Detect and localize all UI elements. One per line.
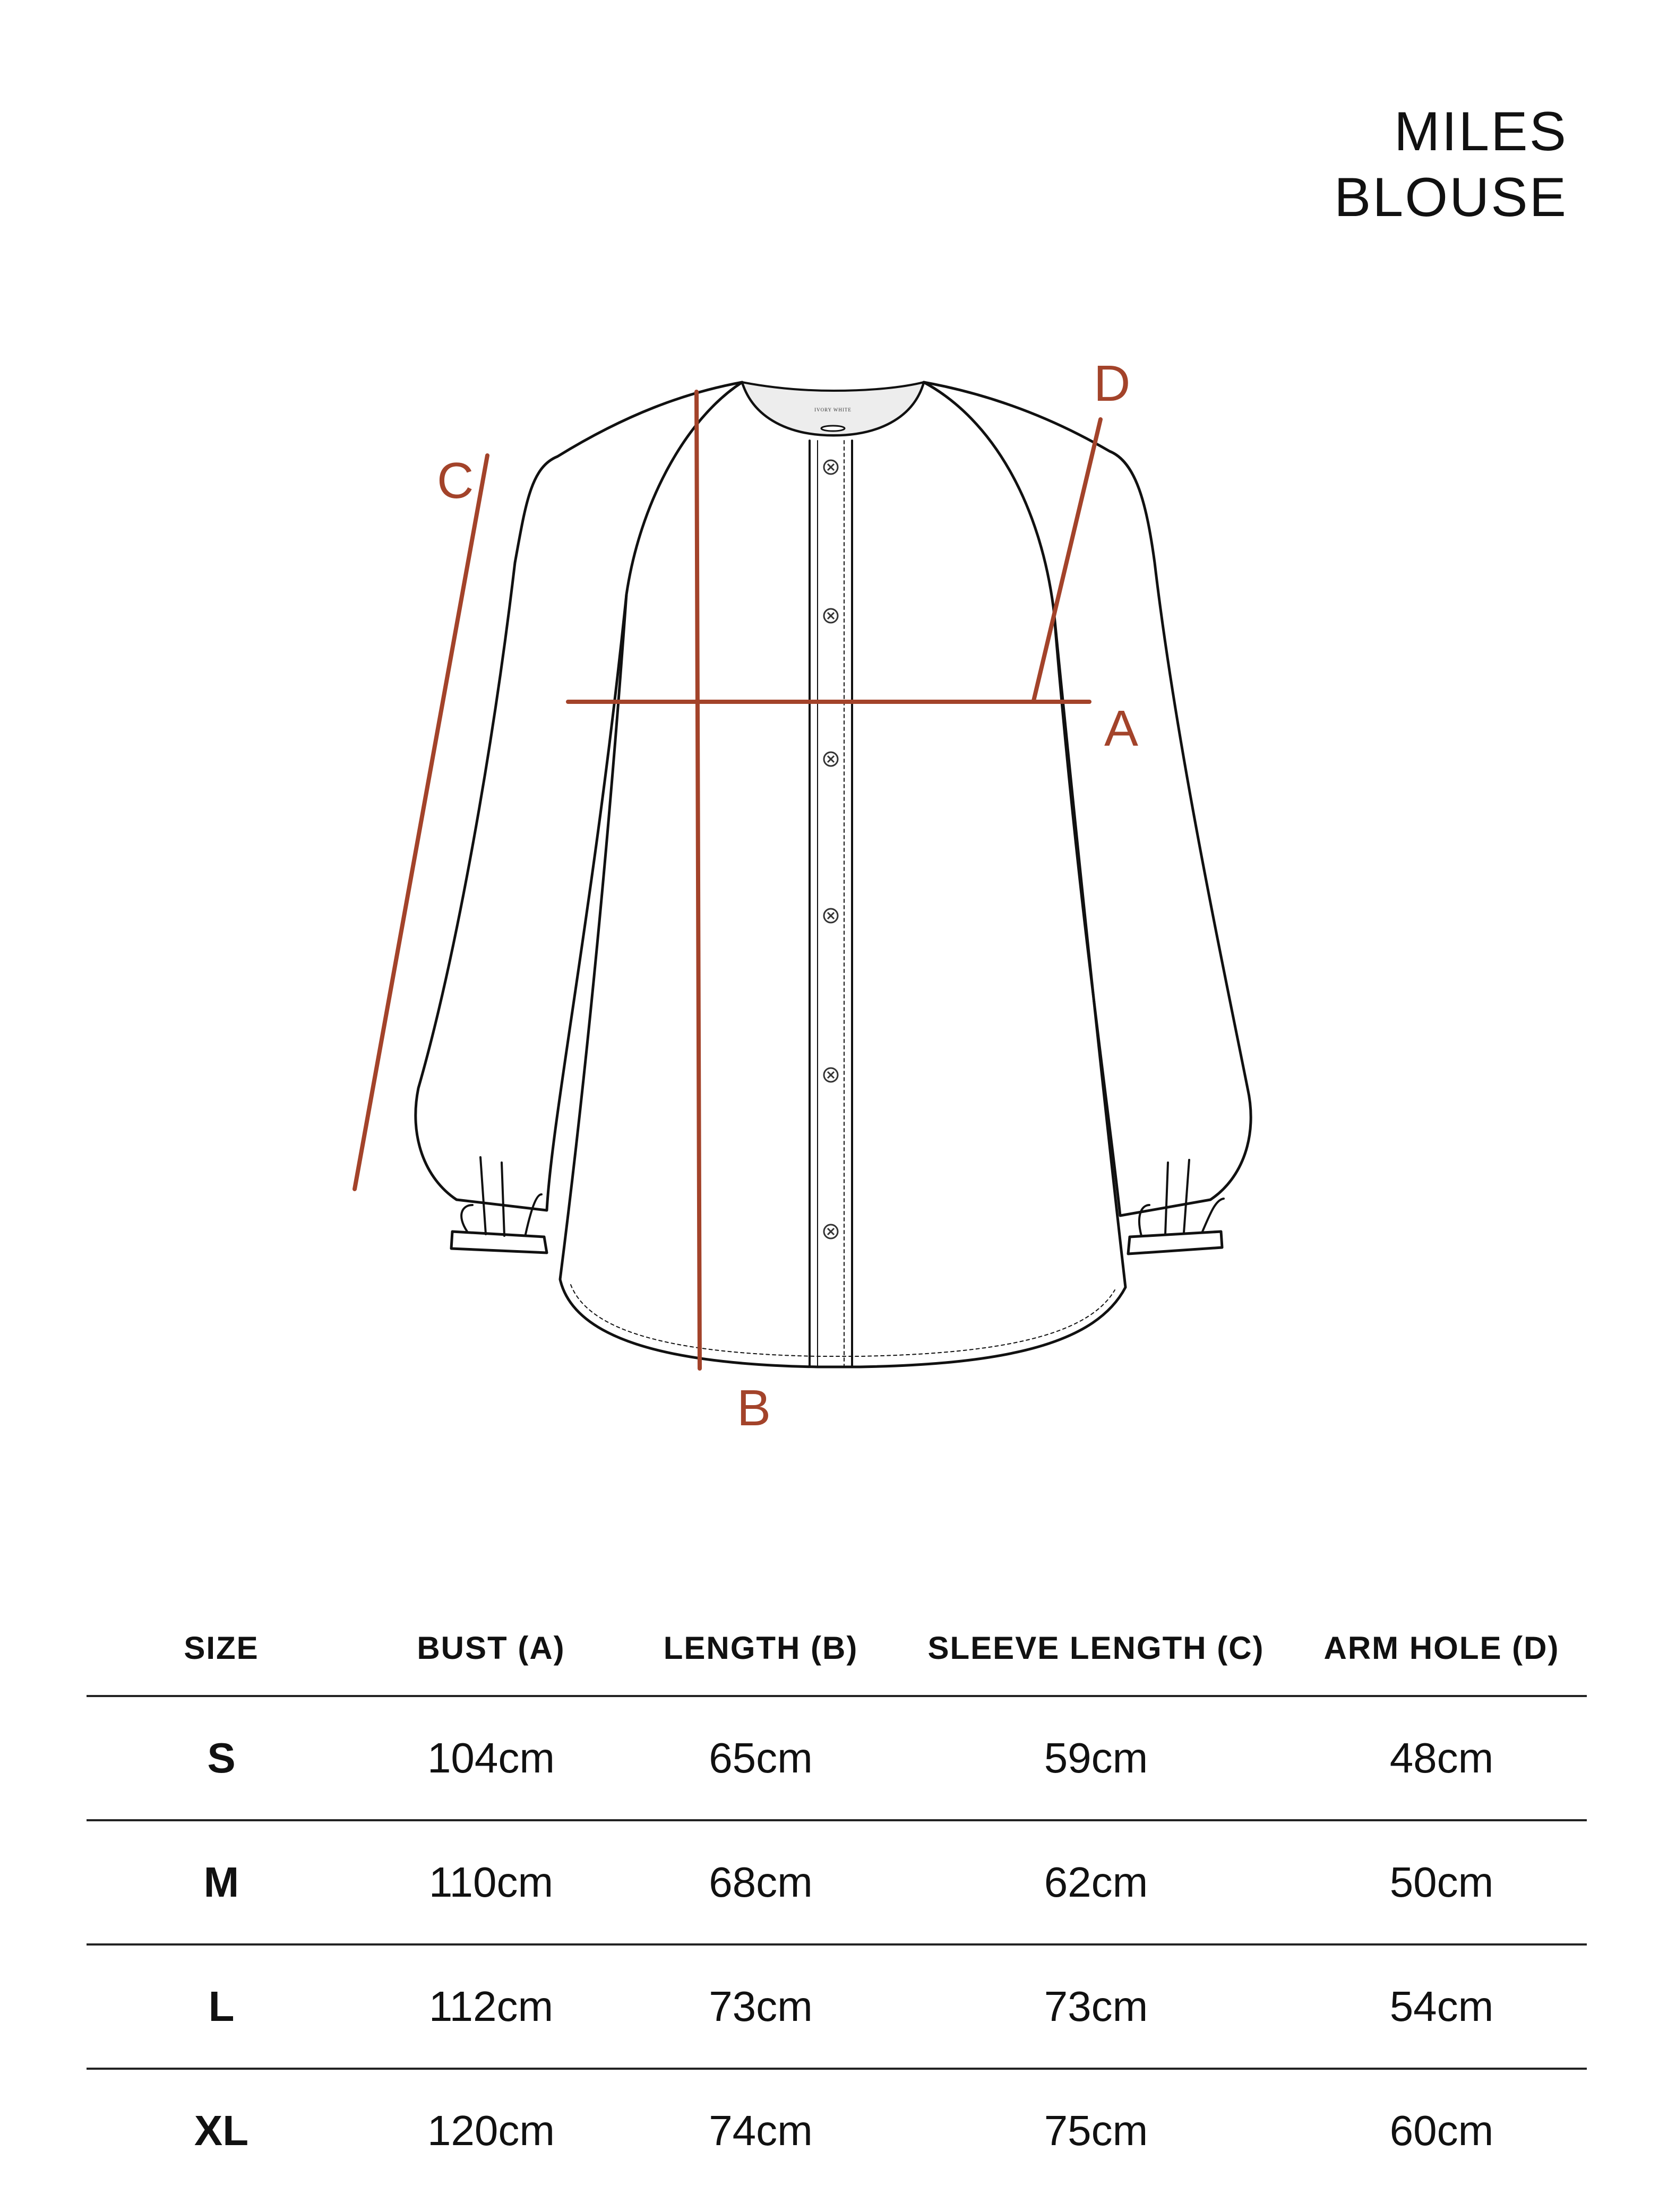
cell-length: 74cm <box>709 2107 813 2154</box>
table-header-row <box>87 1600 1587 1696</box>
cell-sleeve-length: 75cm <box>1044 2107 1148 2154</box>
label-b: B <box>737 1380 771 1436</box>
length-line-b <box>697 392 700 1368</box>
cell-arm-hole: 48cm <box>1296 1696 1587 1820</box>
button <box>824 609 838 623</box>
title-line-2: BLOUSE <box>1334 167 1568 228</box>
header-sleeve-length: SLEEVE LENGTH (C) <box>896 1600 1296 1696</box>
cell-length: 73cm <box>626 1944 896 2069</box>
cell-bust: 104cm <box>356 1696 626 1820</box>
cell-arm-hole: 54cm <box>1296 1944 1587 2069</box>
cell-sleeve-length: 73cm <box>896 1944 1296 2069</box>
button <box>824 460 838 474</box>
collar-buttonhole <box>821 426 845 431</box>
buttons <box>824 460 838 1238</box>
header-bust: BUST (A) <box>356 1600 626 1696</box>
label-d: D <box>1094 355 1131 412</box>
button <box>824 752 838 766</box>
button <box>824 1225 838 1238</box>
cell-sleeve-length: 59cm <box>896 1696 1296 1820</box>
header-length: LENGTH (B) <box>626 1600 896 1696</box>
neck-tag-label: IVORY WHITE <box>814 407 852 412</box>
cell-length: 68cm <box>626 1820 896 1944</box>
hem-stitch <box>571 1285 1115 1356</box>
table-row <box>87 1944 1587 2069</box>
left-cuff-gathers <box>461 1157 541 1236</box>
right-sleeve <box>924 382 1251 1216</box>
cell-length: 65cm <box>626 1696 896 1820</box>
cell-size: M <box>87 1820 356 1944</box>
cell-size: XL <box>194 2107 249 2154</box>
button <box>824 909 838 923</box>
cell-size: L <box>87 1944 356 2069</box>
blouse-outline <box>416 382 1251 1367</box>
button <box>824 1068 838 1082</box>
cell-size: S <box>87 1696 356 1820</box>
cell-sleeve-length: 62cm <box>896 1820 1296 1944</box>
label-a: A <box>1104 700 1139 757</box>
table-row <box>87 2069 1587 2192</box>
cell-bust: 110cm <box>356 1820 626 1944</box>
label-c: C <box>437 452 474 509</box>
table-row <box>87 1696 1587 1820</box>
cell-bust: 112cm <box>356 1944 626 2069</box>
cell-arm-hole: 60cm <box>1389 2107 1494 2154</box>
blouse-body <box>560 382 1125 1367</box>
size-chart-table <box>87 1600 1587 2192</box>
cell-bust: 120cm <box>427 2107 555 2154</box>
left-cuff <box>451 1232 547 1253</box>
header-size: SIZE <box>87 1600 356 1696</box>
header-arm-hole: ARM HOLE (D) <box>1296 1600 1587 1696</box>
table-row <box>87 1820 1587 1944</box>
title-line-1: MILES <box>1394 101 1568 162</box>
cell-arm-hole: 50cm <box>1296 1820 1587 1944</box>
